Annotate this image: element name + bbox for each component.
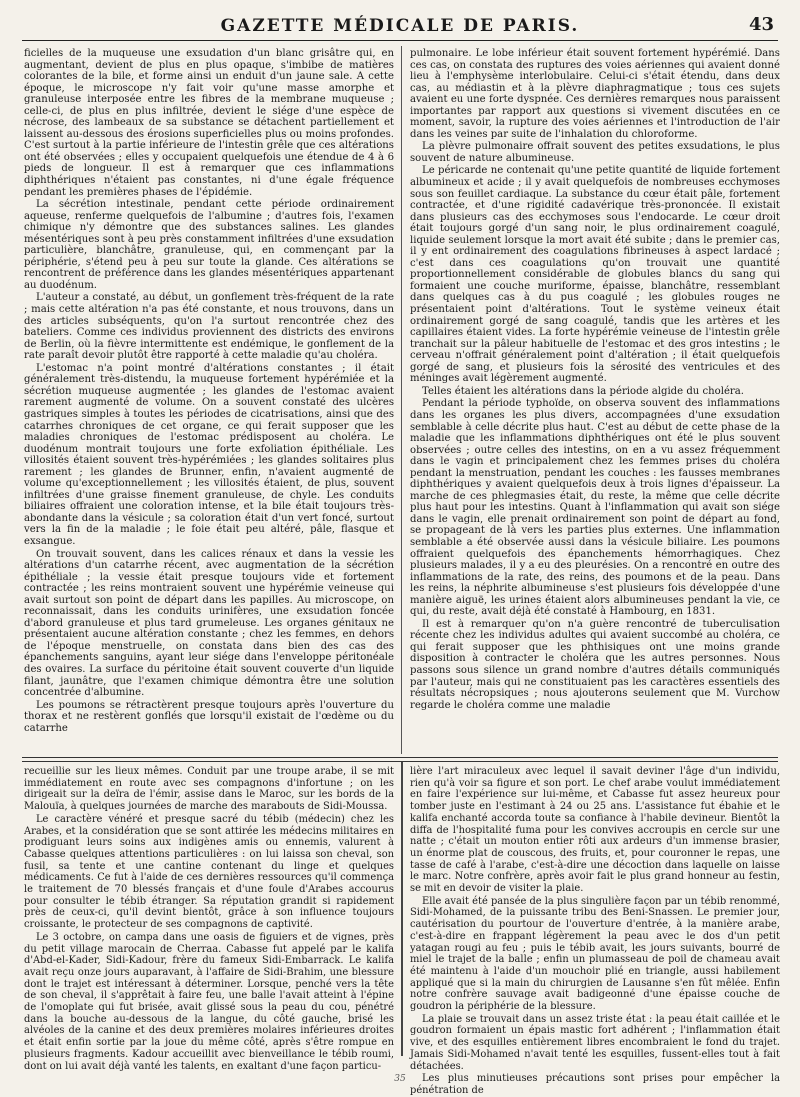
paragraph: Elle avait été pansée de la plus singulière façon par un tébib renommé, Sidi-Mohamed, de la puissante tribu des Beni-Snassen. Le premier jour, cautérisation du pourtour de l'ouverture d'entrée, à la manière arabe, c'est-à-dire en frappant légèrement la peau avec le dos d'un petit yatagan rougi au feu ; puis le tébib avait, les jours suivants, bourré de miel le trajet de la balle ; enfin un plumasseau de poil de chameau avait été maintenu à l'aide d'un mouchoir plié en triangle, aussi habilement appliqué que si la main du chirurgien de Lausanne s'en fût mêlée. Enfin notre confrère sauvage avait badigeonné d'une épaisse couche de goudron la périphérie de la blessure.: [410, 895, 780, 1013]
paragraph: La sécrétion intestinale, pendant cette période ordinairement aqueuse, renferme quelquefois de l'albumine ; d'autres fois, l'examen chimique n'y démontre que des substances salines. Les glandes mésentériques sont à peu près constamment infiltrées d'une exsudation particulière, blanchâtre, granuleuse, qui, en commençant par la périphérie, s'étend peu à peu sur toute la glande. Ces altérations se rencontrent de préférence dans les glandes mésentériques appartenant au duodénum.: [24, 199, 394, 291]
paragraph: Les poumons se rétractèrent presque toujours après l'ouverture du thorax et ne restèrent gonflés que lorsqu'il existait de l'œdème ou du catarrhe: [24, 699, 394, 734]
paragraph: Pendant la période typhoïde, on observa souvent des inflammations dans les organes les plus divers, accompagnées d'une exsudation semblable à celle décrite plus haut. C'est au début de cette phase de la maladie que les inflammations diphthériques ont été le plus souvent observées ; outre celles des intestins, on en a vu assez fréquemment dans le vagin et principalement chez les femmes prises du choléra pendant la menstruation, pendant les couches : les fausses membranes diphthériques y avaient quelquefois deux à trois lignes d'épaisseur. La marche de ces phlegmasies était, du reste, la même que celle décrite plus haut pour les intestins. Quant à l'inflammation qui avait son siége dans le vagin, elle prenait ordinairement son point de départ au fond, se propageant de là vers les parties plus externes. Une inflammation semblable a été observée aussi dans la vésicule biliaire. Les poumons offraient quelquefois des épanchements hémorrhagiques. Chez plusieurs malades, il y a eu des pleurésies. On a rencontré en outre des inflammations de la rate, des reins, des poumons et de la peau. Dans les reins, la néphrite albumineuse s'est plusieurs fois développée d'une manière aiguë, les urines étaient alors albumineuses pendant la vie, ce qui, du reste, avait déjà été constaté à Hambourg, en 1831.: [410, 398, 780, 618]
column-divider: [401, 46, 402, 754]
page-number: 43: [748, 14, 774, 35]
paragraph: Le caractère vénéré et presque sacré du tébib (médecin) chez les Arabes, et la considération que se sont attirée les médecins militaires en prodiguant leurs soins aux indigènes amis ou ennemis, valurent à Cabasse quelques attentions particulières : on lui laissa son cheval, son fusil, sa tente et une cantine contenant du linge et quelques médicaments. Ce fut à l'aide de ces dernières ressources qu'il commença le traitement de 70 blessés français et d'une foule d'Arabes accourus pour consulter le tébib étranger. Sa réputation grandit si rapidement près de ceux-ci, qu'il devint bientôt, grâce à son influence toujours croissante, le protecteur de ses compagnons de captivité.: [24, 813, 394, 931]
paragraph: recueillie sur les lieux mêmes. Conduit par une troupe arabe, il se mit immédiatement en route avec ses compagnons d'infortune ; on les dirigeait sur la deïra de l'émir, assise dans le Maroc, sur les bords de la Malouïa, à quelques journées de marche des marabouts de Sidi-Moussa.: [24, 766, 394, 813]
masthead: [22, 14, 778, 41]
top-right-column: [410, 48, 780, 754]
paragraph: On trouvait souvent, dans les calices rénaux et dans la vessie les altérations d'un catarrhe récent, avec augmentation de la sécrétion épithéliale ; la vessie était presque toujours vide et fortement contractée ; les reins montraient souvent une hypérémie veineuse qui avait surtout son point de départ dans les papilles. Au microscope, on reconnaissait, dans les conduits urinifères, une exsudation foncée d'abord granuleuse et plus tard grumeleuse. Les organes génitaux ne présentaient aucune altération constante ; chez les femmes, en dehors de l'époque menstruelle, on constata dans bien des cas des épanchements sanguins, ayant leur siége dans l'enveloppe péritonéale des ovaires. La surface du péritoine était souvent couverte d'un liquide filant, jaunâtre, que l'examen chimique démontra être une solution concentrée d'albumine.: [24, 548, 394, 699]
paragraph: lière l'art miraculeux avec lequel il savait deviner l'âge d'un individu, rien qu'à voir sa figure et son port. Le chef arabe voulut immédiatement en faire l'expérience sur lui-même, et Cabasse fut assez heureux pour tomber juste en l'estimant à 24 ou 25 ans. L'assistance fut ébahie et le kalifa enchanté accorda toute sa confiance à l'habile devineur. Bientôt la diffa de l'hospitalité fuma pour les convives accroupis en cercle sur une natte ; c'était un mouton entier rôti aux ardeurs d'un immense brasier, un énorme plat de couscous, des fruits, et, pour couronner le repas, une tasse de café à l'arabe, c'est-à-dire une décoction dans laquelle on laisse le marc. Notre confrère, après avoir fait le plus grand honneur au festin, se mit en devoir de visiter la plaie.: [410, 766, 780, 895]
top-left-column: [24, 48, 394, 754]
column-divider: [401, 762, 403, 1056]
paragraph: ficielles de la muqueuse une exsudation d'un blanc grisâtre qui, en augmentant, devient de plus en plus opaque, s'imbibe de matières colorantes de la bile, et forme ainsi un enduit d'un jaune sale. A cette époque, le microscope n'y fait voir qu'une masse amorphe et granuleuse interposée entre les fibres de la membrane muqueuse ; celle-ci, de plus en plus infiltrée, devient le siége d'une espèce de nécrose, des lambeaux de sa substance se détachent partiellement et laissent au-dessous des érosions superficielles plus ou moins profondes. C'est surtout à la partie inférieure de l'intestin grêle que ces altérations ont été observées ; elles y occupaient quelquefois une étendue de 4 à 6 pieds de longueur. Il est à remarquer que ces inflammations diphthériques n'étaient pas constantes, ni d'une égale fréquence pendant les premières phases de l'épidémie.: [24, 48, 394, 198]
paragraph: Le péricarde ne contenait qu'une petite quantité de liquide fortement albumineux et acide ; il y avait quelquefois de nombreuses ecchymoses sous son feuillet cardiaque. La substance du cœur était pâle, fortement contractée, et d'une rigidité cadavérique très-prononcée. Il existait dans plusieurs cas des ecchymoses sous l'endocarde. Le cœur droit était toujours gorgé d'un sang noir, le plus ordinairement coagulé, liquide seulement lorsque la mort avait été subite ; dans le premier cas, il y ent ordinairement des coagulations fibrineuses à aspect lardacé ; c'est dans ces coagulations qu'on trouvait une quantité proportionnellement considérable de globules blancs du sang qui formaient une couche muriforme, épaisse, blanchâtre, ressemblant dans quelques cas à du pus coagulé ; les globules rouges ne présentaient point d'altérations. Tout le système veineux était ordinairement gorgé de sang coagulé, tandis que les artères et les capillaires étaient vides. La forte hypérémie veineuse de l'intestin grêle tranchait sur la pâleur habituelle de l'estomac et des gros intestins ; le cerveau n'offrait généralement point d'altération ; il était quelquefois gorgé de sang, et plusieurs fois la sérosité des ventricules et des méninges avait légèrement augmenté.: [410, 165, 780, 385]
paragraph: L'estomac n'a point montré d'altérations constantes ; il était généralement très-distendu, la muqueuse fortement hypérémiée et la sécrétion muqueuse augmentée ; les glandes de l'estomac avaient rarement augmenté de volume. On a souvent constaté des ulcères gastriques simples à toutes les périodes de cicatrisations, ainsi que des catarrhes chroniques de cet organe, ce qui ferait supposer que les maladies chroniques de l'estomac prédisposent au choléra. Le duodénum montrait toujours une forte exfoliation épithéliale. Les villosités étaient souvent très-hypérémiées ; les glandes solitaires plus rarement ; les glandes de Brunner, enfin, n'avaient augmenté de volume qu'exceptionnellement ; les villosités étaient, de plus, souvent infiltrées d'une graisse finement granuleuse, de chyle. Les conduits biliaires offraient une coloration intense, et la bile était toujours très-abondante dans la vésicule ; sa coloration était d'un vert foncé, surtout vers la fin de la maladie ; le foie était peu altéré, pâle, flasque et exsangue.: [24, 362, 394, 547]
journal-title: GAZETTE MÉDICALE DE PARIS.: [220, 16, 580, 36]
paragraph: L'auteur a constaté, au début, un gonflement très-fréquent de la rate ; mais cette altération n'a pas été constante, et nous trouvons, dans un des articles subséquents, qu'on l'a surtout rencontrée chez des bateliers. Comme ces individus proviennent des districts des environs de Berlin, où la fièvre intermittente est endémique, le gonflement de la rate paraît devoir plutôt être rapporté à cette maladie qu'au choléra.: [24, 292, 394, 362]
paragraph: Telles étaient les altérations dans la période algide du choléra.: [422, 385, 744, 397]
feuilleton-left-column: [24, 766, 394, 1072]
paragraph: Les plus minutieuses précautions sont prises pour empêcher la pénétration de: [410, 1073, 780, 1096]
feuilleton-divider: [22, 757, 778, 762]
feuilleton-right-column: [410, 766, 780, 1096]
paragraph: La plèvre pulmonaire offrait souvent des petites exsudations, le plus souvent de nature albumineuse.: [410, 141, 780, 164]
paragraph: Il est à remarquer qu'on n'a guère rencontré de tuberculisation récente chez les individus adultes qui avaient succombé au choléra, ce qui ferait supposer que les phthisiques ont une moins grande disposition à contracter le choléra que les autres personnes. Nous passons sous silence un grand nombre d'autres détails communiqués par l'auteur, mais qui ne constituaient pas les caractères essentiels des résultats nécropsiques ; nous ajouterons seulement que M. Vurchow regarde le choléra comme une maladie: [410, 618, 780, 711]
footer-mark: 35: [394, 1074, 406, 1084]
paragraph: Le 3 octobre, on campa dans une oasis de figuiers et de vignes, près du petit village marocain de Cherraa. Cabasse fut appelé par le kalifa d'Abd-el-Kader, Sidi-Kadour, frère du fameux Sidi-Embarrack. Le kalifa avait reçu onze jours auparavant, à l'affaire de Sidi-Brahim, une blessure dont le trajet est intéressant à déterminer. Lorsque, penché vers la tête de son cheval, il s'apprêtait à faire feu, une balle l'avait atteint à l'épine de l'omoplate qui fut brisée, avait glissé sous la peau du cou, pénétré dans la bouche au-dessous de la langue, du côté gauche, brisé les alvéoles de la canine et des deux premières molaires inférieures droites et était enfin sortie par la joue du même côté, après s'être rompue en plusieurs fragments. Kadour accueillit avec bienveillance le tébib roumi, dont on lui avait déjà vanté les talents, en exaltant d'une façon particu-: [24, 931, 394, 1072]
paragraph: pulmonaire. Le lobe inférieur était souvent fortement hypérémié. Dans ces cas, on constata des ruptures des voies aériennes qui avaient donné lieu à l'emphysème interlobulaire. Celui-ci s'était étendu, dans deux cas, au médiastin et à la plèvre diaphragmatique ; tous ces sujets avaient eu une forte dyspnée. Ces dernières remarques nous paraissent importantes par rapport aux questions si vivement discutées en ce moment, savoir, la rupture des voies aériennes et l'introduction de l'air dans les veines par suite de l'inhalation du chloroforme.: [410, 48, 780, 140]
paragraph: La plaie se trouvait dans un assez triste état : la peau était caillée et le goudron formaient un épais mastic fort adhérent ; l'inflammation était vive, et des esquilles entièrement libres encombraient le fond du trajet. Jamais Sidi-Mohamed n'avait tenté les esquilles, fussent-elles tout à fait détachées.: [410, 1013, 780, 1072]
